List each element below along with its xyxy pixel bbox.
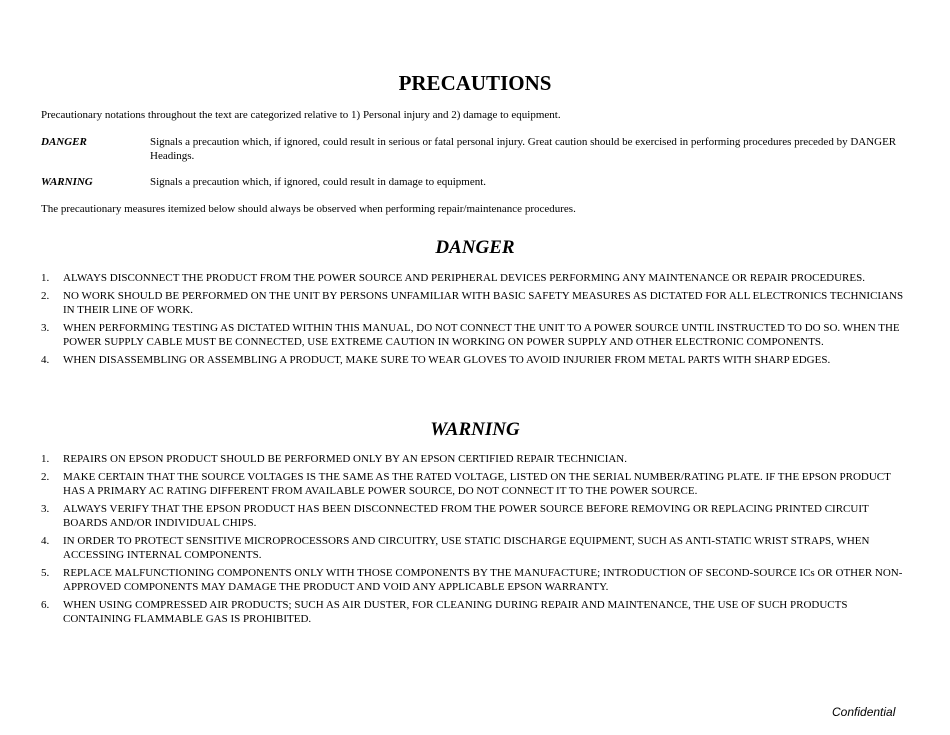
warning-list	[41, 452, 911, 630]
list-item-number: 2.	[41, 290, 50, 302]
warning-heading: WARNING	[430, 419, 520, 440]
list-item-text: NO WORK SHOULD BE PERFORMED ON THE UNIT BY PERSONS UNFAMILIAR WITH BASIC SAFETY MEASURES AS DICTATED FOR ALL ELECTRONICS TECHNICIANS IN THEIR LINE OF WORK.	[63, 290, 904, 316]
list-item-text: MAKE CERTAIN THAT THE SOURCE VOLTAGES IS THE SAME AS THE RATED VOLTAGE, LISTED ON THE SERIAL NUMBER/RATING PLATE. IF THE EPSON PRODUCT HAS A PRIMARY AC RATING DIFFERENT FROM AVAILABLE POWER SOURCE, DO NOT CONNECT IT TO THE POWER SOURCE.	[63, 471, 891, 497]
list-item-number: 6.	[41, 599, 50, 611]
definition-term: DANGER	[41, 136, 87, 148]
list-item-number: 1.	[41, 272, 50, 284]
list-item	[41, 502, 911, 530]
list-item-number: 2.	[41, 471, 50, 483]
list-item-number: 3.	[41, 503, 50, 515]
list-item-text: WHEN DISASSEMBLING OR ASSEMBLING A PRODUCT, MAKE SURE TO WEAR GLOVES TO AVOID INJURIER FROM METAL PARTS WITH SHARP EDGES.	[63, 354, 831, 366]
list-item	[41, 353, 911, 367]
list-item-text: REPLACE MALFUNCTIONING COMPONENTS ONLY WITH THOSE COMPONENTS BY THE MANUFACTURE; INTRODUCTION OF SECOND-SOURCE ICs OR OTHER NON-APPROVED COMPONENTS MAY DAMAGE THE PRODUCT AND VOID ANY APPLICABLE EPSON WARRANTY.	[63, 567, 903, 593]
intro-text: Precautionary notations throughout the text are categorized relative to 1) Personal injury and 2) damage to equipment.	[41, 109, 561, 121]
danger-heading: DANGER	[435, 237, 515, 258]
list-item-text: REPAIRS ON EPSON PRODUCT SHOULD BE PERFORMED ONLY BY AN EPSON CERTIFIED REPAIR TECHNICIAN.	[63, 453, 628, 465]
definition-term: WARNING	[41, 176, 93, 188]
measures-note: The precautionary measures itemized below should always be observed when performing repair/maintenance procedures.	[41, 203, 576, 215]
list-item-text: IN ORDER TO PROTECT SENSITIVE MICROPROCESSORS AND CIRCUITRY, USE STATIC DISCHARGE EQUIPMENT, SUCH AS ANTI-STATIC WRIST STRAPS, WHEN ACCESSING INTERNAL COMPONENTS.	[63, 535, 870, 561]
page-title: PRECAUTIONS	[398, 71, 552, 95]
list-item-text: ALWAYS VERIFY THAT THE EPSON PRODUCT HAS BEEN DISCONNECTED FROM THE POWER SOURCE BEFORE REMOVING OR REPLACING PRINTED CIRCUIT BOARDS AND/OR INDIVIDUAL CHIPS.	[63, 503, 869, 529]
list-item-text: WHEN USING COMPRESSED AIR PRODUCTS; SUCH AS AIR DUSTER, FOR CLEANING DURING REPAIR AND MAINTENANCE, THE USE OF SUCH PRODUCTS CONTAINING FLAMMABLE GAS IS PROHIBITED.	[63, 599, 848, 625]
list-item	[41, 321, 911, 349]
list-item-number: 4.	[41, 535, 50, 547]
list-item	[41, 289, 911, 317]
list-item	[41, 566, 911, 594]
danger-list	[41, 271, 911, 371]
list-item	[41, 470, 911, 498]
list-item	[41, 534, 911, 562]
confidential-label: Confidential	[832, 705, 896, 719]
list-item-number: 3.	[41, 322, 50, 334]
list-item-text: ALWAYS DISCONNECT THE PRODUCT FROM THE POWER SOURCE AND PERIPHERAL DEVICES PERFORMING ANY MAINTENANCE OR REPAIR PROCEDURES.	[63, 272, 865, 284]
list-item	[41, 598, 911, 626]
definition-description: Signals a precaution which, if ignored, could result in damage to equipment.	[150, 176, 487, 188]
list-item-text: WHEN PERFORMING TESTING AS DICTATED WITHIN THIS MANUAL, DO NOT CONNECT THE UNIT TO A POWER SOURCE UNTIL INSTRUCTED TO DO SO. WHEN THE POWER SUPPLY CABLE MUST BE CONNECTED, USE EXTREME CAUTION IN WORKING ON POWER SUPPLY AND OTHER ELECTRONIC COMPONENTS.	[63, 322, 900, 348]
list-item-number: 4.	[41, 354, 50, 366]
definition-description: Signals a precaution which, if ignored, could result in serious or fatal personal injury. Great caution should be exercised in performing procedures preceded by DANGER Headings.	[150, 136, 897, 162]
list-item	[41, 271, 911, 285]
list-item-number: 5.	[41, 567, 50, 579]
list-item-number: 1.	[41, 453, 50, 465]
list-item	[41, 452, 911, 466]
